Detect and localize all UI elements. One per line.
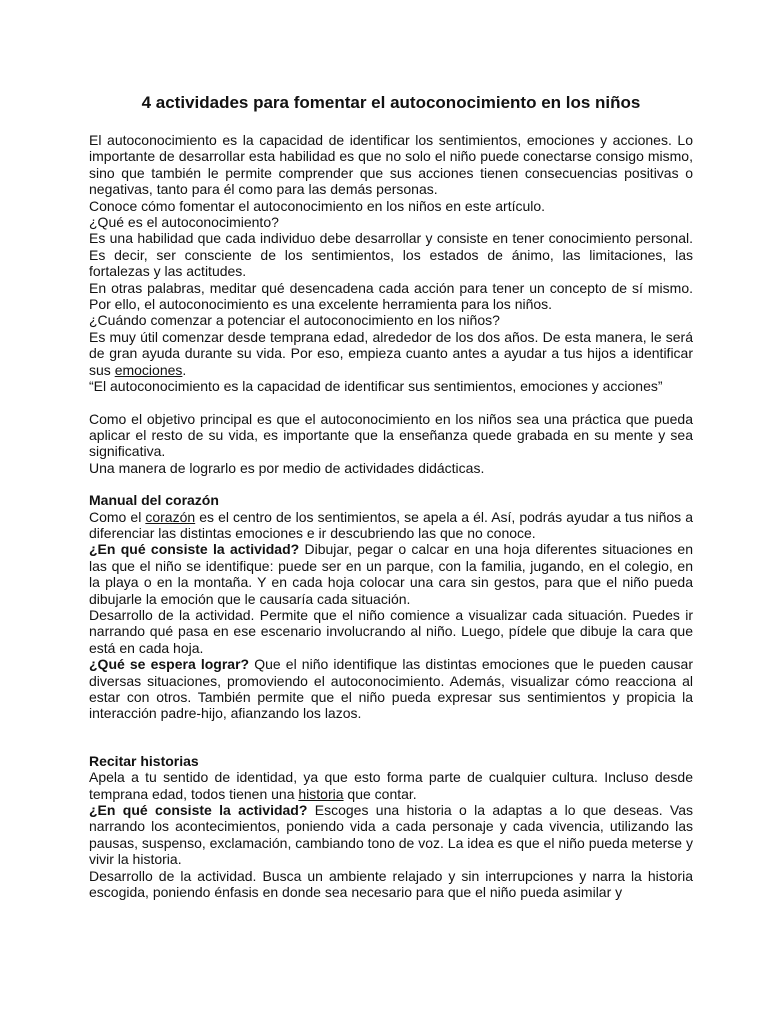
- paragraph-when-text: Es muy útil comenzar desde temprana edad, alrededor de los dos años. De esta manera, le será de gran ayuda durante su vida. Por eso, empieza cuanto antes a ayudar a tus hijos a identificar sus: [89, 328, 693, 378]
- section2-intro-b: que contar.: [343, 785, 417, 802]
- section1-intro-b: es el centro de los sentimientos, se apela a él. Así, podrás ayudar a tus niños a diferenciar las distintas emociones e ir descubriendo las que no conoce.: [89, 508, 693, 541]
- paragraph-objective: Como el objetivo principal es que el autoconocimiento en los niños sea una práctica que pueda aplicar el resto de su vida, es importante que la enseñanza quede grabada en su mente y sea significativa.: [89, 410, 693, 460]
- section-heading-recitar: Recitar historias: [89, 752, 199, 769]
- paragraph-when: [89, 329, 693, 378]
- quote: “El autoconocimiento es la capacidad de identificar sus sentimientos, emociones y acciones”: [89, 378, 663, 395]
- paragraph-know-how: Conoce cómo fomentar el autoconocimiento en los niños en este artículo.: [89, 197, 546, 214]
- paragraph-definition: Es una habilidad que cada individuo debe desarrollar y consiste en tener conocimiento personal. Es decir, ser consciente de los sentimientos, los estados de ánimo, las limitaciones, las fortalezas y las actitudes.: [89, 230, 693, 280]
- page-title: 4 actividades para fomentar el autoconocimiento en los niños: [141, 93, 641, 112]
- section2-development: Desarrollo de la actividad. Busca un ambiente relajado y sin interrupciones y narra la historia escogida, poniendo énfasis en donde sea necesario para que el niño pueda asimilar y: [89, 867, 693, 901]
- section2-intro-a: Apela a tu sentido de identidad, ya que esto forma parte de cualquier cultura. Incluso desde temprana edad, todos tienen una: [89, 769, 693, 802]
- paragraph-method: Una manera de lograrlo es por medio de actividades didácticas.: [89, 459, 485, 476]
- corazon-link[interactable]: corazón: [145, 508, 196, 525]
- section1-q1-text: Dibujar, pegar o calcar en una hoja diferentes situaciones en las que el niño se identifique: puede ser en un parque, con la familia, jugando, en el colegio, en la playa o en la montaña. Y en cada hoja colocar una cara sin gestos, para que el niño pueda dibujarle la emoción que le causaría cada situación.: [89, 541, 693, 607]
- section1-intro: [89, 509, 693, 542]
- section1-q2-label: ¿Qué se espera lograr?: [89, 656, 250, 673]
- question-when: ¿Cuándo comenzar a potenciar el autoconocimiento en los niños?: [89, 312, 500, 329]
- paragraph-intro: El autoconocimiento es la capacidad de identificar los sentimientos, emociones y acciones. Lo importante de desarrollar esta habilidad es que no solo el niño puede conectarse consigo mismo, sino que también le permite comprender que sus acciones tienen consecuencias positivas o negativas, tanto para él como para las demás personas.: [89, 132, 693, 198]
- section1-q1-label: ¿En qué consiste la actividad?: [89, 541, 300, 558]
- section1-development: Desarrollo de la actividad. Permite que el niño comience a visualizar cada situación. Puedes ir narrando qué pasa en ese escenario involucrando al niño. Luego, pídele que dibuje la cara que está en cada hoja.: [89, 606, 693, 656]
- section1-q2-text: Que el niño identifique las distintas emociones que le pueden causar diversas situaciones, promoviendo el autoconocimiento. Además, visualizar cómo reacciona al estar con otros. También permite que el niño pueda expresar sus sentimientos y propicia la interacción padre-hijo, afianzando los lazos.: [89, 656, 694, 722]
- section1-question-goal: [89, 656, 693, 722]
- spacer: [89, 395, 693, 411]
- section-heading-manual: Manual del corazón: [89, 492, 219, 509]
- spacer: [89, 476, 693, 492]
- page-bottom-margin: [0, 904, 768, 1024]
- paragraph-when-end: .: [182, 361, 187, 378]
- emociones-link[interactable]: emociones: [114, 361, 183, 378]
- question-what-is: ¿Qué es el autoconocimiento?: [89, 214, 279, 231]
- paragraph-other-words: En otras palabras, meditar qué desencadena cada acción para tener un concepto de sí mismo. Por ello, el autoconocimiento es una excelente herramienta para los niños.: [89, 279, 693, 313]
- section2-q1-label: ¿En qué consiste la actividad?: [89, 802, 308, 819]
- spacer: [89, 722, 693, 753]
- section2-question-activity: [89, 802, 693, 868]
- section2-intro: [89, 769, 693, 802]
- section1-question-activity: [89, 541, 693, 607]
- historia-link[interactable]: historia: [298, 785, 344, 802]
- section1-intro-a: Como el: [89, 508, 146, 525]
- section2-q1-text: Escoges una historia o la adaptas a lo que deseas. Vas narrando los acontecimientos, poniendo vida a cada personaje y cada vivencia, utilizando las pausas, suspenso, exclamación, cambiando tono de voz. La idea es que el niño pueda meterse y vivir la historia.: [89, 802, 694, 868]
